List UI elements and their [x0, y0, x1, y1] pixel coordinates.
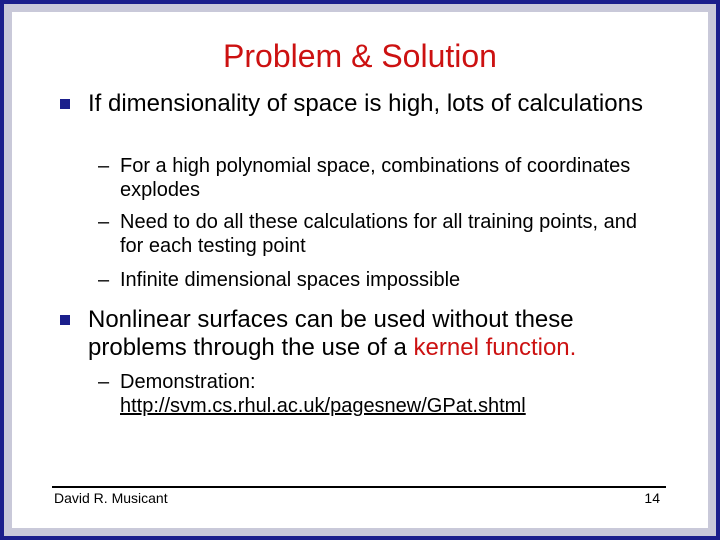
- dash-icon: –: [98, 371, 110, 393]
- sub-bullet-text: Need to do all these calculations for all training points, and for each testing point: [120, 211, 637, 257]
- sub-bullet-1-3: [98, 268, 660, 292]
- bullet-2-text-main: Nonlinear surfaces can be used without these problems through the use of a: [88, 306, 574, 361]
- square-bullet-icon: [60, 315, 70, 325]
- demonstration-label: Demonstration:: [120, 371, 256, 393]
- bullet-2: [88, 306, 678, 362]
- dash-icon: –: [98, 155, 110, 177]
- kernel-function-highlight: kernel function: [413, 334, 570, 361]
- bullet-2-text: [88, 306, 678, 362]
- bullet-1: [88, 90, 688, 118]
- sub-bullet-1-2: [98, 210, 660, 258]
- dash-icon: –: [98, 211, 110, 233]
- square-bullet-icon: [60, 99, 70, 109]
- sub-bullet-text: Infinite dimensional spaces impossible: [120, 269, 461, 291]
- slide-title: Problem & Solution: [223, 38, 497, 74]
- dash-icon: –: [98, 269, 110, 291]
- sub-bullet-1-1: [98, 154, 660, 202]
- footer-author: David R. Musicant: [54, 490, 168, 506]
- sub-bullet-2-1: [98, 370, 660, 418]
- bullet-2-period: .: [569, 334, 577, 361]
- sub-bullet-text: For a high polynomial space, combinations of coordinates explodes: [120, 155, 631, 201]
- bullet-1-text: If dimensionality of space is high, lots of calculations: [88, 90, 643, 117]
- footer-divider: [52, 486, 666, 488]
- page-number: 14: [644, 490, 660, 506]
- demonstration-link[interactable]: http://svm.cs.rhul.ac.uk/pagesnew/GPat.shtml: [120, 395, 526, 417]
